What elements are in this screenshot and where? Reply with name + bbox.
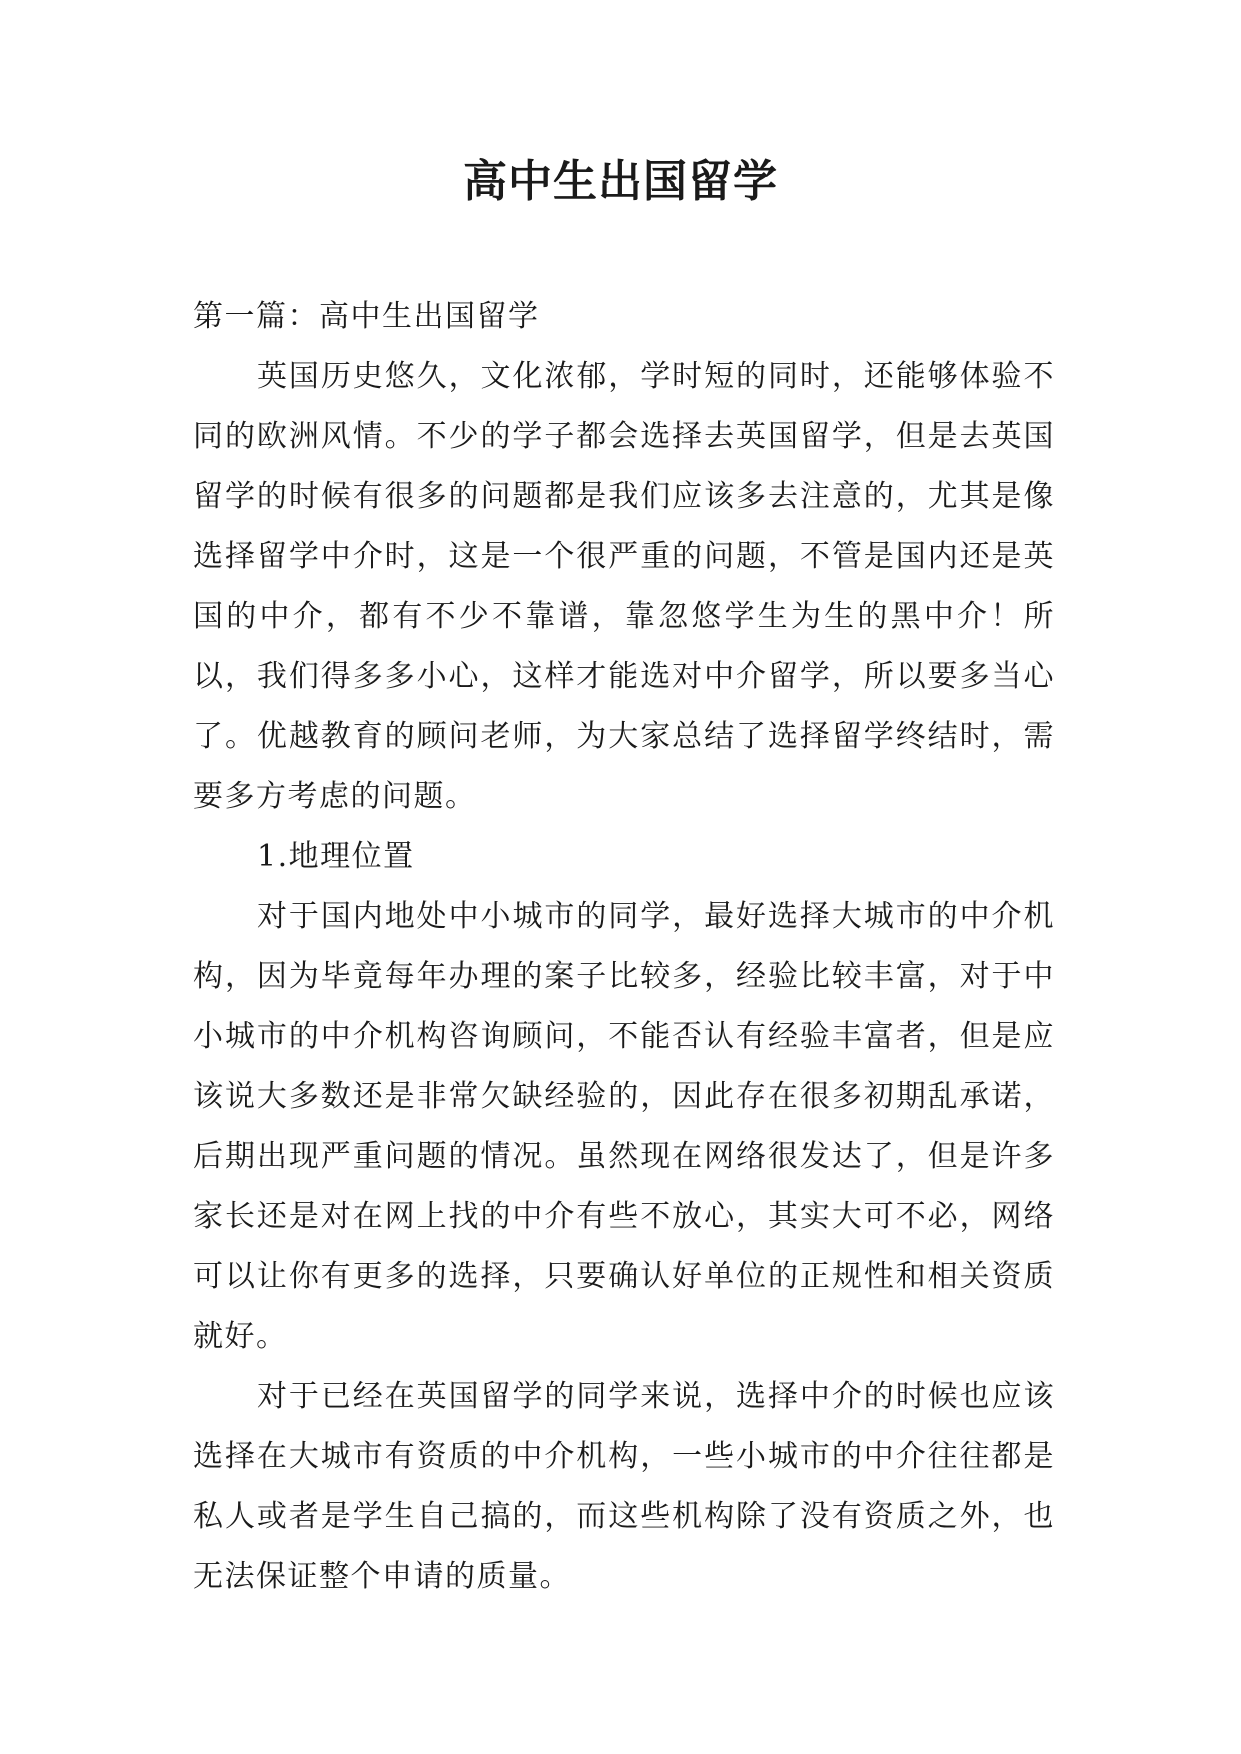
paragraph-intro: 英国历史悠久，文化浓郁，学时短的同时，还能够体验不同的欧洲风情。不少的学子都会选择去英国留学，但是去英国留学的时候有很多的问题都是我们应该多去注意的，尤其是像选择留学中介时，这是一个很严重的问题，不管是国内还是英国的中介，都有不少不靠谱，靠忽悠学生为生的黑中介！所以，我们得多多小心，这样才能选对中介留学，所以要多当心了。优越教育的顾问老师，为大家总结了选择留学终结时，需要多方考虑的问题。 — [193, 359, 1055, 814]
document-body — [193, 287, 1055, 1607]
subheading-location: 1.地理位置 — [257, 839, 415, 874]
section-heading: 第一篇：高中生出国留学 — [193, 299, 540, 334]
document-title: 高中生出国留学 — [463, 156, 778, 207]
paragraph-uk-students: 对于已经在英国留学的同学来说，选择中介的时候也应该选择在大城市有资质的中介机构，一些小城市的中介往往都是私人或者是学生自己搞的，而这些机构除了没有资质之外，也无法保证整个申请的质量。 — [193, 1379, 1055, 1594]
paragraph-domestic: 对于国内地处中小城市的同学，最好选择大城市的中介机构，因为毕竟每年办理的案子比较多，经验比较丰富，对于中小城市的中介机构咨询顾问，不能否认有经验丰富者，但是应该说大多数还是非常欠缺经验的，因此存在很多初期乱承诺，后期出现严重问题的情况。虽然现在网络很发达了，但是许多家长还是对在网上找的中介有些不放心，其实大可不必，网络可以让你有更多的选择，只要确认好单位的正规性和相关资质就好。 — [193, 899, 1055, 1354]
